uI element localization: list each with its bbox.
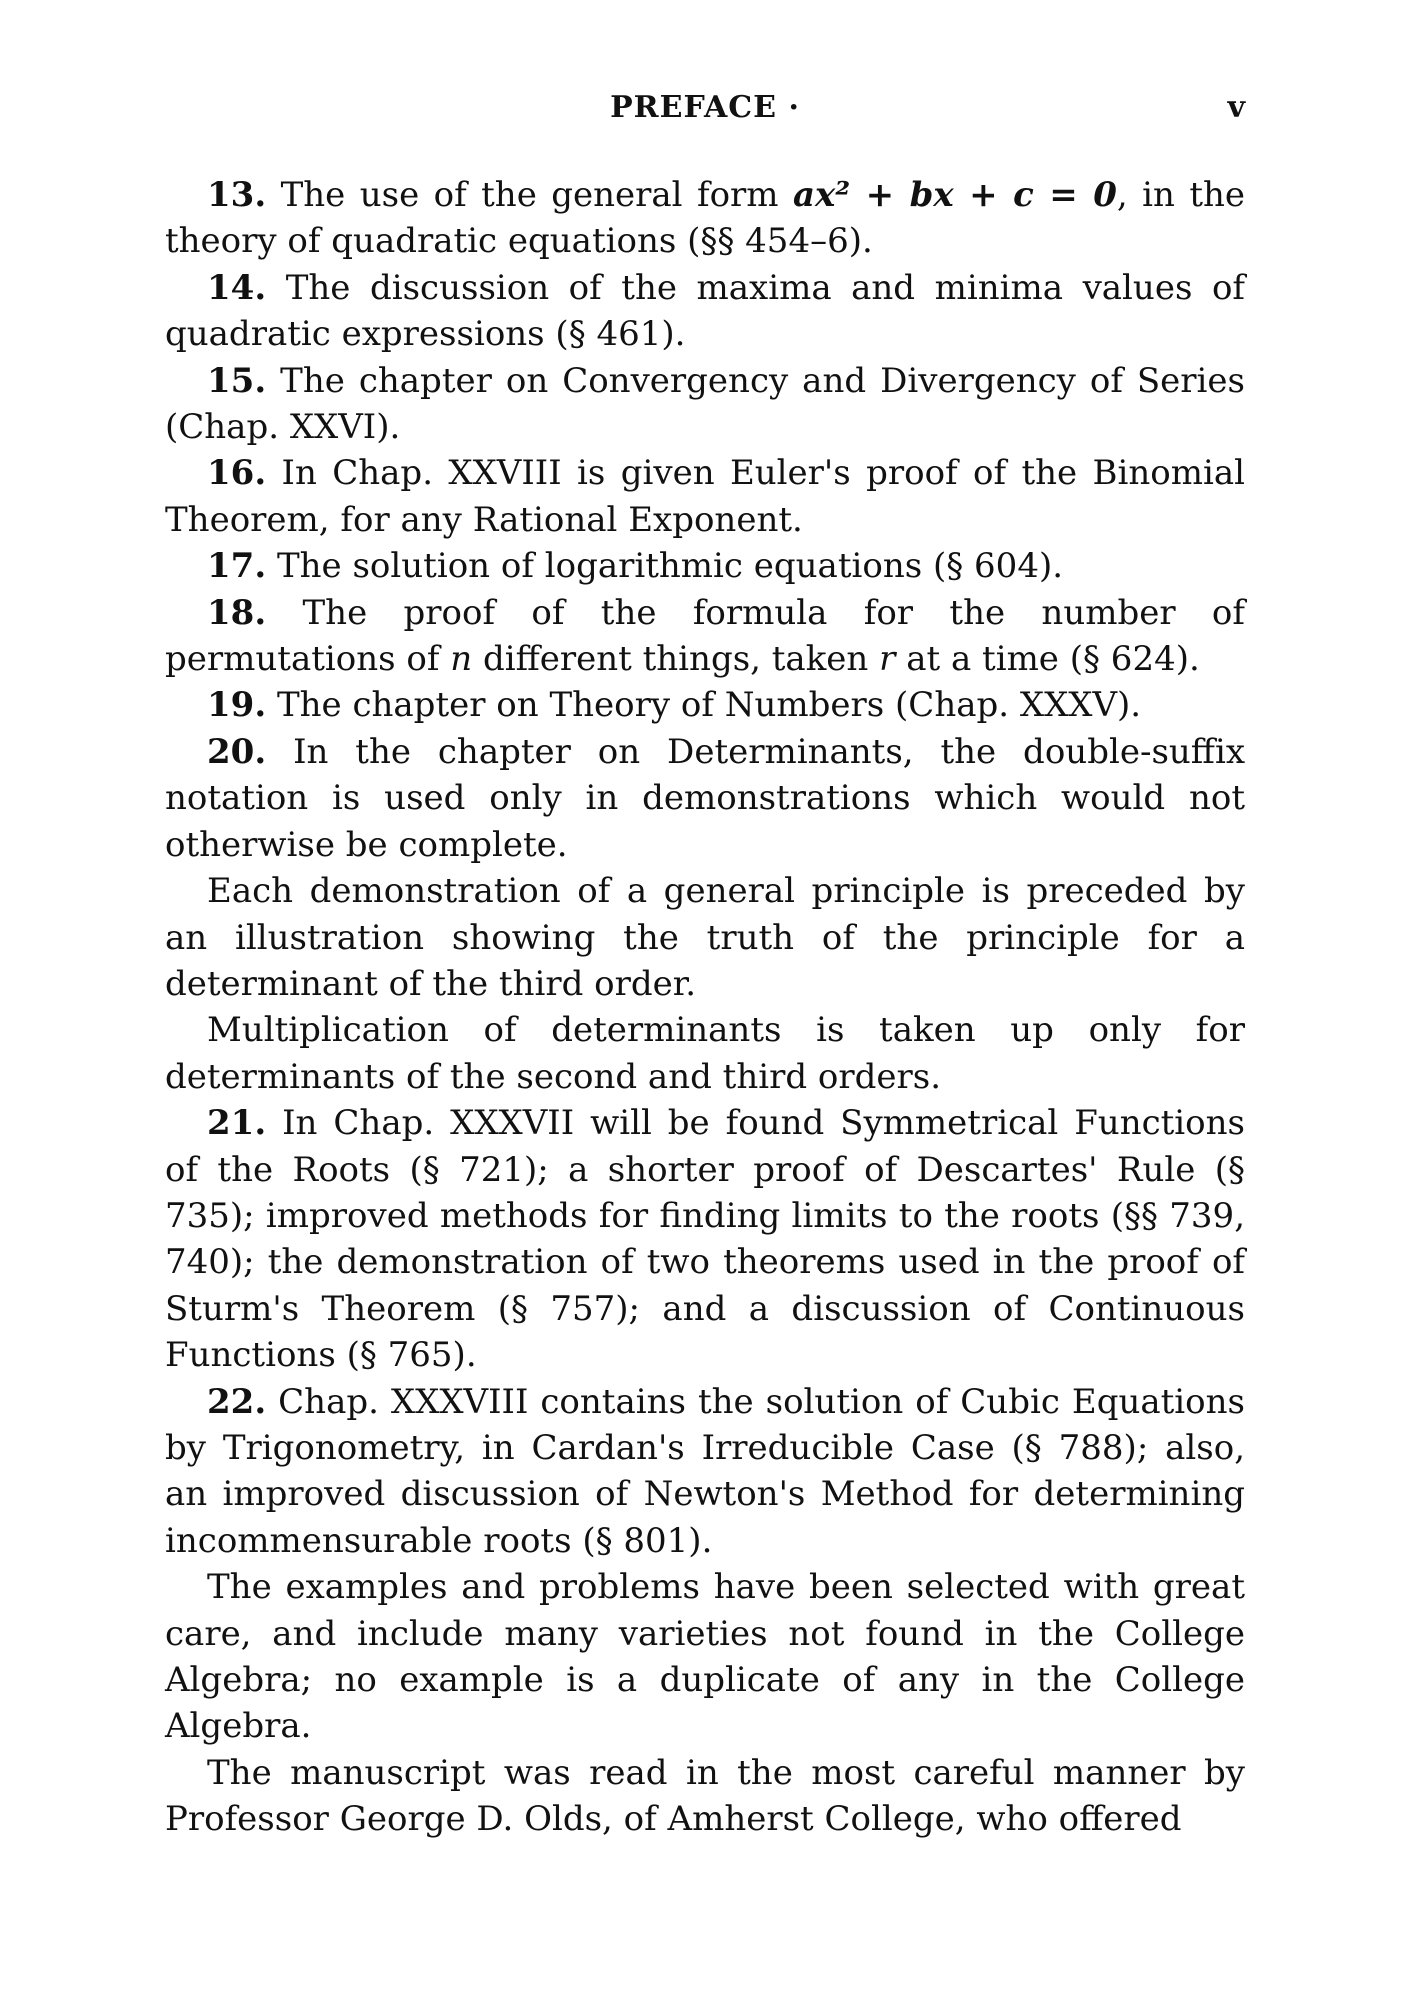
paragraph-manuscript: The manuscript was read in the most careful manner by Professor George D. Olds, of Amherst College, who offered bbox=[165, 1752, 1245, 1840]
list-item-14: 14. The discussion of the maxima and minima values of quadratic expressions (§ 461). bbox=[165, 267, 1245, 355]
item-number: 21. bbox=[207, 1103, 267, 1144]
item-number: 19. bbox=[207, 685, 267, 726]
paragraph-demonstration: Each demonstration of a general principle is preceded by an illustration showing the truth of the principle for a determinant of the third order. bbox=[165, 871, 1245, 1004]
list-item-17: 17. The solution of logarithmic equations (§ 604). bbox=[207, 546, 1064, 587]
item-number: 22. bbox=[207, 1381, 267, 1422]
page-number: v bbox=[1227, 90, 1245, 125]
page-title: PREFACE · bbox=[610, 90, 800, 125]
item-number: 13. bbox=[207, 175, 267, 215]
list-item-22: 22. Chap. XXXVIII contains the solution of Cubic Equations by Trigonometry, in Cardan's Irreducible Case (§ 788); also, an improved discussion of Newton's Method for determining incommensurable roots (§ 801). bbox=[165, 1381, 1245, 1561]
running-head bbox=[165, 90, 1245, 134]
item-number: 18. bbox=[207, 592, 267, 633]
list-item-13: 13. The use of the general form ax² + bx + c = 0, in the theory of quadratic equations (§§ 454–6). bbox=[165, 175, 1245, 262]
item-number: 17. bbox=[207, 546, 267, 587]
item-number: 20. bbox=[207, 731, 267, 772]
item-number: 14. bbox=[207, 267, 267, 308]
paragraph-multiplication: Multiplication of determinants is taken up only for determinants of the second and third orders. bbox=[165, 1010, 1245, 1097]
list-item-20: 20. In the chapter on Determinants, the double-suffix notation is used only in demonstrations which would not otherwise be complete. bbox=[165, 731, 1245, 865]
item-number: 16. bbox=[207, 453, 267, 494]
paragraph-examples: The examples and problems have been selected with great care, and include many varieties not found in the College Algebra; no example is a duplicate of any in the College Algebra. bbox=[165, 1567, 1245, 1747]
math-variable-r: r bbox=[879, 639, 896, 680]
item-number: 15. bbox=[207, 360, 267, 401]
list-item-18: 18. The proof of the formula for the number of permutations of n different things, taken r at a time (§ 624). bbox=[165, 592, 1245, 680]
math-variable-n: n bbox=[450, 639, 473, 680]
list-item-19: 19. The chapter on Theory of Numbers (Chap. XXXV). bbox=[207, 685, 1142, 726]
list-item-16: 16. In Chap. XXVIII is given Euler's proof of the Binomial Theorem, for any Rational Exponent. bbox=[165, 453, 1245, 540]
quadratic-formula: ax² + bx + c = 0 bbox=[792, 175, 1117, 215]
body-text bbox=[165, 172, 1245, 1843]
list-item-15: 15. The chapter on Convergency and Divergency of Series (Chap. XXVI). bbox=[165, 360, 1245, 448]
list-item-21: 21. In Chap. XXXVII will be found Symmetrical Functions of the Roots (§ 721); a shorter proof of Descartes' Rule (§ 735); improved methods for finding limits to the roots (§§ 739, 740); the demonstration of two theorems used in the proof of Sturm's Theorem (§ 757); and a discussion of Continuous Functions (§ 765). bbox=[165, 1103, 1245, 1376]
